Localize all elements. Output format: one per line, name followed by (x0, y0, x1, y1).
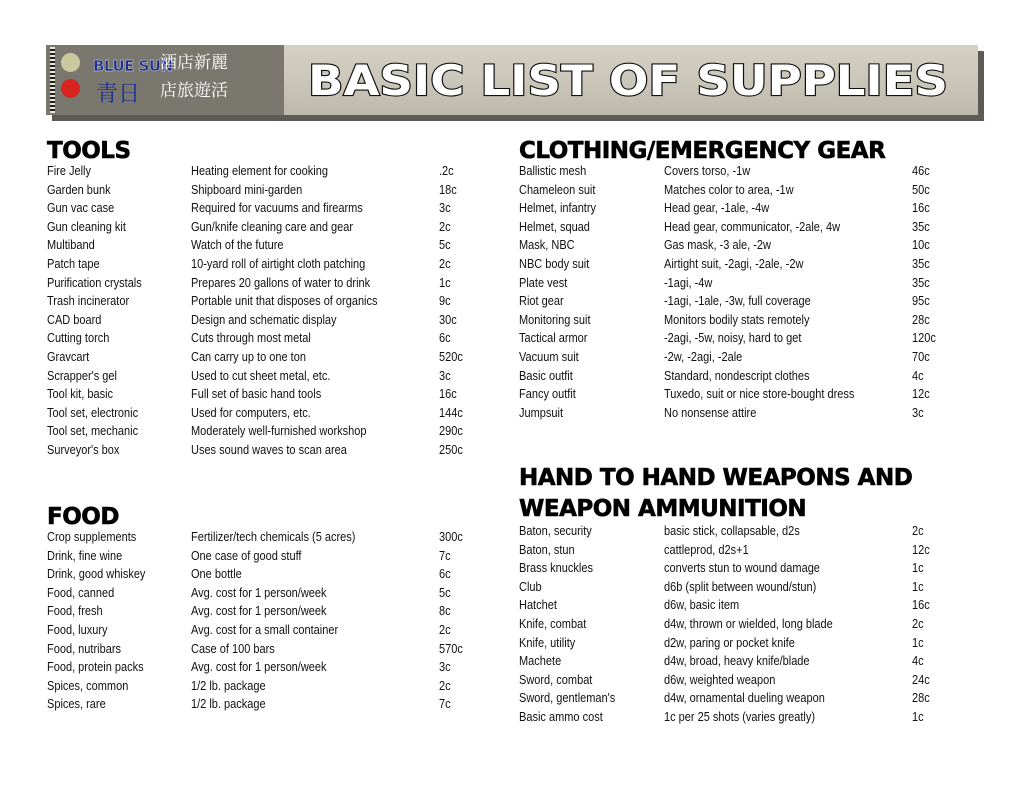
item-cost: 16c (439, 387, 457, 402)
item-name: Multiband (47, 238, 95, 253)
item-name: Brass knuckles (519, 561, 593, 576)
item-name: Baton, security (519, 524, 592, 538)
item-name: Spices, rare (47, 697, 106, 712)
item-name: Gun vac case (47, 201, 115, 216)
section-title-food: FOOD (47, 504, 119, 530)
item-description: Cuts through most metal (191, 331, 311, 346)
item-cost: 2c (912, 616, 924, 631)
item-cost: 28c (912, 691, 930, 706)
item-cost: 8c (439, 604, 451, 619)
item-name: Surveyor's box (47, 442, 120, 457)
item-description: Used to cut sheet metal, etc. (191, 368, 331, 383)
item-description: -2agi, -5w, noisy, hard to get (664, 331, 802, 346)
item-name: Ballistic mesh (519, 164, 587, 178)
item-name: Spices, common (47, 678, 129, 693)
item-name: Mask, NBC (519, 238, 575, 253)
item-description: Avg. cost for 1 person/week (191, 604, 327, 619)
item-name: Trash incinerator (47, 294, 130, 309)
item-description: cattleprod, d2s+1 (664, 542, 749, 557)
item-description: Heating element for cooking (191, 164, 328, 178)
item-name: Gravcart (47, 349, 90, 364)
item-description: Standard, nondescript clothes (664, 368, 810, 383)
item-cost: 3c (439, 660, 451, 675)
item-description: Monitors bodily stats remotely (664, 312, 810, 327)
item-cost: 28c (912, 312, 930, 327)
item-name: Hatchet (519, 598, 557, 613)
item-description: Can carry up to one ton (191, 349, 306, 364)
item-description: converts stun to wound damage (664, 561, 820, 576)
item-cost: 2c (439, 622, 451, 637)
item-name: Food, luxury (47, 622, 108, 637)
item-name: Basic outfit (519, 368, 573, 383)
item-description: 1/2 lb. package (191, 678, 266, 693)
item-description: Required for vacuums and firearms (191, 201, 363, 216)
item-description: -2w, -2agi, -2ale (664, 349, 743, 364)
item-cost: 16c (912, 201, 930, 216)
item-cost: 16c (912, 598, 930, 613)
item-cost: 95c (912, 294, 930, 309)
item-cost: 120c (912, 331, 936, 346)
item-cost: 35c (912, 275, 930, 290)
item-description: 10-yard roll of airtight cloth patching (191, 256, 366, 271)
item-cost: 4c (912, 654, 924, 669)
item-cost: 10c (912, 238, 930, 253)
section-title-weapons-line-2: WEAPON AMMUNITION (519, 496, 807, 522)
item-name: Food, nutribars (47, 641, 121, 656)
item-description: d6w, weighted weapon (664, 672, 776, 687)
item-cost: 1c (439, 275, 451, 290)
item-name: Riot gear (519, 294, 564, 309)
item-cost: 6c (439, 331, 451, 346)
item-cost: 9c (439, 294, 451, 309)
item-description: Avg. cost for a small container (191, 622, 339, 637)
item-name: Machete (519, 654, 562, 669)
page-title-text: BASIC LIST OF SUPPLIES (308, 56, 948, 105)
item-name: Purification crystals (47, 275, 142, 290)
item-cost: 4c (912, 368, 924, 383)
item-cost: 7c (439, 697, 451, 712)
item-description: d4w, broad, heavy knife/blade (664, 654, 810, 669)
logo-olive-dot-icon (61, 53, 80, 72)
item-cost: 250c (439, 442, 463, 457)
item-name: Food, fresh (47, 604, 103, 619)
item-name: Gun cleaning kit (47, 219, 126, 234)
item-cost: 1c (912, 561, 924, 576)
logo-stripe (50, 47, 55, 113)
item-cost: 2c (439, 219, 451, 234)
item-description: Head gear, -1ale, -4w (664, 201, 770, 216)
logo-text: BLUE SUN (93, 57, 173, 75)
item-description: Moderately well-furnished workshop (191, 424, 367, 439)
item-description: Uses sound waves to scan area (191, 442, 347, 457)
logo-red-dot-icon (61, 79, 80, 98)
item-cost: 18c (439, 182, 457, 197)
item-description: No nonsense attire (664, 405, 757, 420)
item-name: Tool kit, basic (47, 387, 114, 402)
item-name: Cutting torch (47, 331, 110, 346)
item-cost: 2c (439, 256, 451, 271)
item-cost: 24c (912, 672, 930, 687)
item-description: Watch of the future (191, 238, 284, 253)
item-name: Knife, utility (519, 635, 576, 650)
item-name: Chameleon suit (519, 182, 596, 197)
item-name: NBC body suit (519, 256, 590, 271)
item-description: Fertilizer/tech chemicals (5 acres) (191, 530, 356, 544)
item-name: Tool set, mechanic (47, 424, 139, 439)
item-description: Prepares 20 gallons of water to drink (191, 275, 371, 290)
item-cost: 1c (912, 635, 924, 650)
item-cost: 570c (439, 641, 463, 656)
item-cost: 5c (439, 238, 451, 253)
item-cost: 1c (912, 579, 924, 594)
item-cost: 50c (912, 182, 930, 197)
item-description: -1agi, -4w (664, 275, 713, 290)
item-name: Sword, combat (519, 672, 593, 687)
item-description: Airtight suit, -2agi, -2ale, -2w (664, 256, 804, 271)
item-name: Garden bunk (47, 182, 111, 197)
item-name: Vacuum suit (519, 349, 579, 364)
item-cost: 6c (439, 567, 451, 582)
item-name: Sword, gentleman's (519, 691, 616, 706)
item-description: d4w, ornamental dueling weapon (664, 691, 825, 706)
item-cost: 1c (912, 709, 924, 724)
item-cost: 3c (912, 405, 924, 420)
item-cost: 520c (439, 349, 463, 364)
logo-cjk-line-2: 店旅遊活 (160, 81, 228, 101)
item-cost: 35c (912, 219, 930, 234)
item-cost: .2c (439, 164, 454, 178)
item-description: d4w, thrown or wielded, long blade (664, 616, 833, 631)
item-cost: 5c (439, 585, 451, 600)
item-name: Helmet, squad (519, 219, 590, 234)
item-cost: 46c (912, 164, 930, 178)
item-description: Design and schematic display (191, 312, 337, 327)
item-cost: 12c (912, 387, 930, 402)
page-title (306, 50, 956, 110)
item-name: Plate vest (519, 275, 568, 290)
item-description: Gas mask, -3 ale, -2w (664, 238, 771, 253)
blue-sun-logo-icon (93, 50, 173, 76)
item-cost: 70c (912, 349, 930, 364)
item-description: Head gear, communicator, -2ale, 4w (664, 219, 841, 234)
item-name: Scrapper's gel (47, 368, 117, 383)
item-description: One case of good stuff (191, 548, 302, 563)
item-description: basic stick, collapsable, d2s (664, 524, 800, 538)
item-description: Covers torso, -1w (664, 164, 751, 178)
item-name: Drink, fine wine (47, 548, 123, 563)
item-description: One bottle (191, 567, 242, 582)
item-description: 1/2 lb. package (191, 697, 266, 712)
item-description: Portable unit that disposes of organics (191, 294, 378, 309)
item-description: -1agi, -1ale, -3w, full coverage (664, 294, 811, 309)
item-name: Food, protein packs (47, 660, 144, 675)
item-cost: 35c (912, 256, 930, 271)
item-name: Jumpsuit (519, 405, 564, 420)
item-description: Tuxedo, suit or nice store-bought dress (664, 387, 855, 402)
item-cost: 144c (439, 405, 463, 420)
item-description: Full set of basic hand tools (191, 387, 322, 402)
item-name: Baton, stun (519, 542, 575, 557)
item-cost: 7c (439, 548, 451, 563)
item-description: d6b (split between wound/stun) (664, 579, 817, 594)
logo-cjk-line-1: 酒店新麗 (160, 53, 228, 73)
item-name: Food, canned (47, 585, 115, 600)
item-description: d2w, paring or pocket knife (664, 635, 795, 650)
item-name: Drink, good whiskey (47, 567, 146, 582)
item-cost: 2c (439, 678, 451, 693)
item-cost: 290c (439, 424, 463, 439)
item-description: Gun/knife cleaning care and gear (191, 219, 354, 234)
item-description: Matches color to area, -1w (664, 182, 794, 197)
logo-chinese-text: 青日 (96, 82, 141, 107)
item-description: 1c per 25 shots (varies greatly) (664, 709, 816, 724)
item-name: Monitoring suit (519, 312, 591, 327)
item-description: Avg. cost for 1 person/week (191, 660, 327, 675)
section-title-weapons-line-1: HAND TO HAND WEAPONS AND (519, 465, 913, 491)
item-name: Tactical armor (519, 331, 588, 346)
item-description: Case of 100 bars (191, 641, 275, 656)
section-title-clothing: CLOTHING/EMERGENCY GEAR (519, 138, 886, 164)
item-description: Shipboard mini-garden (191, 182, 303, 197)
item-name: Patch tape (47, 256, 100, 271)
item-name: Fancy outfit (519, 387, 576, 402)
item-name: Knife, combat (519, 616, 587, 631)
item-description: Avg. cost for 1 person/week (191, 585, 327, 600)
item-description: Used for computers, etc. (191, 405, 311, 420)
item-name: Crop supplements (47, 530, 137, 544)
item-description: d6w, basic item (664, 598, 740, 613)
item-name: Tool set, electronic (47, 405, 139, 420)
item-cost: 300c (439, 530, 463, 544)
item-cost: 12c (912, 542, 930, 557)
item-name: CAD board (47, 312, 102, 327)
item-name: Fire Jelly (47, 164, 92, 178)
item-name: Helmet, infantry (519, 201, 597, 216)
item-cost: 3c (439, 201, 451, 216)
section-title-tools: TOOLS (47, 138, 131, 164)
item-cost: 2c (912, 524, 924, 538)
item-cost: 3c (439, 368, 451, 383)
item-cost: 30c (439, 312, 457, 327)
item-name: Basic ammo cost (519, 709, 603, 724)
item-name: Club (519, 579, 542, 594)
